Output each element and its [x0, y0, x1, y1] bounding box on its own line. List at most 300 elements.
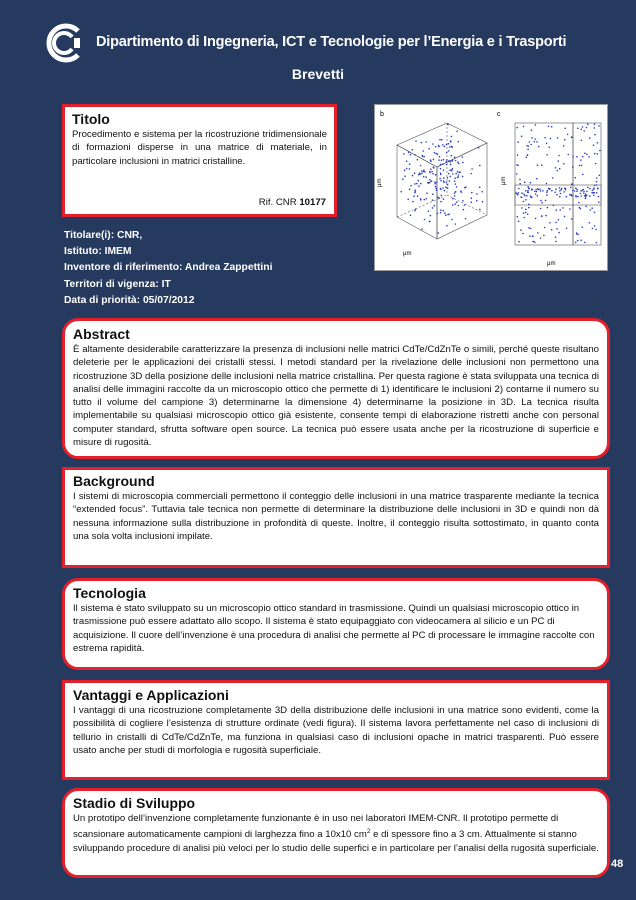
scatter-point [462, 156, 464, 158]
scatter-point [448, 150, 450, 152]
scatter-point [434, 205, 436, 207]
scatter-point [436, 182, 438, 184]
scatter-point [531, 129, 533, 131]
scatter-point [548, 126, 550, 128]
page-number: 48 [611, 858, 624, 870]
scatter-point [544, 137, 546, 139]
scatter-point [417, 195, 419, 197]
scatter-point [426, 198, 428, 200]
scatter-point [445, 186, 447, 188]
scatter-point [594, 127, 596, 129]
scatter-point [535, 124, 537, 126]
scatter-point [456, 201, 458, 203]
scatter-point [442, 163, 444, 165]
scatter-point [527, 154, 529, 156]
scatter-point [444, 212, 446, 214]
scatter-point [576, 189, 578, 191]
scatter-point [594, 134, 596, 136]
scatter-point [521, 207, 523, 209]
panel-c-frame [515, 123, 601, 245]
scatter-point [530, 197, 532, 199]
scatter-point [531, 137, 533, 139]
scatter-point [447, 214, 449, 216]
scatter-point [414, 210, 416, 212]
scatter-point [454, 156, 456, 158]
scatter-point [549, 222, 551, 224]
scatter-point [586, 195, 588, 197]
scatter-point [440, 168, 442, 170]
scatter-point [599, 175, 601, 177]
scatter-point [576, 191, 578, 193]
scatter-point [546, 143, 548, 145]
scatter-point [420, 198, 422, 200]
scatter-point [585, 198, 587, 200]
scatter-point [430, 215, 432, 217]
scatter-point [568, 154, 570, 156]
scatter-point [456, 186, 458, 188]
scatter-point [536, 141, 538, 143]
scatter-point [448, 173, 450, 175]
scatter-point [519, 179, 521, 181]
scatter-point [552, 177, 554, 179]
scatter-point [569, 208, 571, 210]
scatter-point [415, 140, 417, 142]
scatter-point [523, 193, 525, 195]
scatter-point [549, 188, 551, 190]
stadio-text [73, 812, 599, 855]
scatter-point [557, 137, 559, 139]
scatter-point [596, 181, 598, 183]
scatter-point [448, 160, 450, 162]
scatter-point [530, 144, 532, 146]
scatter-point [402, 178, 404, 180]
scatter-point [521, 136, 523, 138]
scatter-point [451, 219, 453, 221]
scatter-point [559, 187, 561, 189]
scatter-point [585, 196, 587, 198]
scatter-point [589, 195, 591, 197]
scatter-point [440, 201, 442, 203]
scatter-point [427, 182, 429, 184]
scatter-point [518, 192, 520, 194]
scatter-point [582, 226, 584, 228]
scatter-point [447, 184, 449, 186]
scatter-point [584, 152, 586, 154]
scatter-point [528, 227, 530, 229]
scatter-point [599, 150, 601, 152]
abstract-heading: Abstract [73, 326, 130, 342]
scatter-point [594, 225, 596, 227]
scatter-point [457, 171, 459, 173]
scatter-point [456, 130, 458, 132]
scatter-point [433, 167, 435, 169]
scatter-point [581, 165, 583, 167]
scatter-point [404, 169, 406, 171]
scatter-point [582, 126, 584, 128]
scatter-point [544, 227, 546, 229]
scatter-point [455, 173, 457, 175]
scatter-point [458, 174, 460, 176]
scatter-point [540, 190, 542, 192]
scatter-point [545, 200, 547, 202]
scatter-point [440, 189, 442, 191]
scatter-point [558, 219, 560, 221]
scatter-point [476, 200, 478, 202]
scatter-point [527, 186, 529, 188]
scatter-point [464, 187, 466, 189]
scatter-point [458, 163, 460, 165]
scatter-point [452, 168, 454, 170]
scatter-point [539, 188, 541, 190]
scatter-point [457, 205, 459, 207]
scatter-point [478, 147, 480, 149]
scatter-point [432, 193, 434, 195]
scatter-point [572, 166, 574, 168]
scatter-point [592, 228, 594, 230]
scatter-point [569, 194, 571, 196]
scatter-point [517, 141, 519, 143]
scatter-point [454, 203, 456, 205]
background-box [62, 467, 610, 568]
scatter-point [446, 225, 448, 227]
scatter-point [522, 233, 524, 235]
scatter-point [576, 232, 578, 234]
scatter-point [546, 194, 548, 196]
scatter-point [572, 156, 574, 158]
scatter-point [452, 160, 454, 162]
scatter-point [537, 164, 539, 166]
scatter-point [420, 183, 422, 185]
scatter-point [462, 162, 464, 164]
scatter-point [546, 183, 548, 185]
scatter-point [541, 215, 543, 217]
tecnologia-box [62, 578, 610, 670]
scatter-point [571, 184, 573, 186]
scatter-point [528, 207, 530, 209]
scatter-point [576, 156, 578, 158]
scatter-point [528, 145, 530, 147]
scatter-point [559, 209, 561, 211]
scatter-point [581, 140, 583, 142]
scatter-point [580, 239, 582, 241]
scatter-point [546, 154, 548, 156]
scatter-point [434, 181, 436, 183]
scatter-point [580, 159, 582, 161]
scatter-point [597, 153, 599, 155]
scatter-point [528, 204, 530, 206]
scatter-point [421, 142, 423, 144]
scatter-point [596, 184, 598, 186]
scatter-point [479, 209, 481, 211]
scatter-point [461, 191, 463, 193]
scatter-figure [375, 105, 607, 270]
scatter-point [444, 190, 446, 192]
rif-label: Rif. CNR [258, 197, 300, 208]
scatter-point [531, 189, 533, 191]
section-title: Brevetti [291, 66, 345, 82]
background-text: I sistemi di microscopia commerciali permettono il conteggio delle inclusioni in una matrice trasparente mediante la tecnica “extended focus”. Tuttavia tale tecnica non permette di determinare la distribuzione delle inclusioni in 3D e quindi non dà nessuna informazione sulla distribuzione in profondità di queste. Inoltre, il conteggio risulta sottostimato, in quanto conta una sola volta inclusioni impilate. [73, 491, 599, 542]
scatter-point [439, 139, 441, 141]
scatter-point [423, 150, 425, 152]
scatter-point [594, 185, 596, 187]
scatter-point [446, 164, 448, 166]
scatter-point [520, 229, 522, 231]
scatter-point [564, 216, 566, 218]
scatter-point [463, 209, 465, 211]
scatter-point [559, 196, 561, 198]
scatter-point [470, 173, 472, 175]
scatter-point [549, 146, 551, 148]
scatter-point [555, 222, 557, 224]
scatter-point [438, 232, 440, 234]
scatter-point [421, 170, 423, 172]
scatter-point [534, 241, 536, 243]
scatter-point [567, 134, 569, 136]
scatter-point [440, 209, 442, 211]
scatter-point [547, 190, 549, 192]
scatter-point [571, 195, 573, 197]
scatter-point [440, 180, 442, 182]
scatter-point [412, 175, 414, 177]
scatter-point [443, 181, 445, 183]
scatter-point [566, 228, 568, 230]
scatter-point [437, 213, 439, 215]
scatter-point [574, 190, 576, 192]
scatter-point [413, 195, 415, 197]
scatter-point [435, 174, 437, 176]
scatter-point [580, 195, 582, 197]
scatter-point [598, 196, 600, 198]
scatter-point [582, 189, 584, 191]
scatter-point [571, 136, 573, 138]
scatter-point [596, 177, 598, 179]
scatter-point [530, 228, 532, 230]
stadio-heading: Stadio di Sviluppo [73, 795, 196, 811]
scatter-point [452, 173, 454, 175]
scatter-point [584, 195, 586, 197]
scatter-point [457, 161, 459, 163]
scatter-point [575, 177, 577, 179]
scatter-point [455, 160, 457, 162]
scatter-point [471, 168, 473, 170]
scatter-point [587, 187, 589, 189]
scatter-point [449, 161, 451, 163]
scatter-point [530, 195, 532, 197]
scatter-point [435, 188, 437, 190]
scatter-point [558, 155, 560, 157]
scatter-point [414, 154, 416, 156]
scatter-point [550, 138, 552, 140]
scatter-point [409, 168, 411, 170]
scatter-point [479, 186, 481, 188]
scatter-point [523, 201, 525, 203]
scatter-point [457, 141, 459, 143]
scatter-point [471, 201, 473, 203]
scatter-point [443, 169, 445, 171]
scatter-point [425, 141, 427, 143]
scatter-point [429, 171, 431, 173]
scatter-point [577, 234, 579, 236]
scatter-point [560, 193, 562, 195]
scatter-point [586, 191, 588, 193]
scatter-point [517, 154, 519, 156]
scatter-point [593, 144, 595, 146]
scatter-point [447, 177, 449, 179]
scatter-point [454, 177, 456, 179]
scatter-point [459, 171, 461, 173]
scatter-point [589, 137, 591, 139]
tecnologia-text: Il sistema è stato sviluppato su un microscopio ottico standard in trasmissione. Quindi un qualsiasi microscopio ottico in trasmissione può essere adattato allo scopo. Il sistema è stato equipaggiato con videocamera al silicio e un PC di acquisizione. Il cuore dell’invenzione è una procedura di analisi che permette al PC di processare le immagine raccolte con estrema rapidità. [73, 603, 595, 654]
scatter-point [447, 187, 449, 189]
scatter-point [424, 199, 426, 201]
titolare-line: Titolare(i): CNR, [64, 230, 143, 241]
scatter-point [462, 176, 464, 178]
scatter-point [412, 149, 414, 151]
scatter-point [465, 218, 467, 220]
scatter-point [418, 174, 420, 176]
rif-number: 10177 [299, 197, 326, 208]
scatter-point [546, 191, 548, 193]
scatter-point [520, 196, 522, 198]
scatter-point [471, 197, 473, 199]
scatter-point [519, 183, 521, 185]
stadio-box [62, 788, 610, 878]
scatter-point [418, 185, 420, 187]
scatter-point [555, 241, 557, 243]
inventore-line: Inventore di riferimento: Andrea Zappettini [64, 262, 273, 274]
scatter-point [423, 156, 425, 158]
scatter-point [441, 139, 443, 141]
scatter-point [592, 190, 594, 192]
scatter-point [580, 193, 582, 195]
scatter-point [455, 183, 457, 185]
scatter-point [420, 165, 422, 167]
cnr-logo [44, 22, 86, 64]
scatter-point [551, 126, 553, 128]
scatter-point [452, 204, 454, 206]
scatter-point [403, 153, 405, 155]
scatter-point [535, 193, 537, 195]
scatter-point [545, 215, 547, 217]
scatter-point [435, 153, 437, 155]
scatter-point [541, 202, 543, 204]
scatter-point [439, 178, 441, 180]
scatter-point [558, 160, 560, 162]
scatter-point [579, 165, 581, 167]
scatter-point [423, 169, 425, 171]
scatter-point [564, 139, 566, 141]
scatter-point [481, 191, 483, 193]
scatter-point [592, 192, 594, 194]
vantaggi-heading: Vantaggi e Applicazioni [73, 687, 229, 703]
scatter-point [542, 190, 544, 192]
scatter-point [575, 187, 577, 189]
scatter-point [454, 180, 456, 182]
scatter-point [410, 154, 412, 156]
scatter-point [462, 200, 464, 202]
scatter-point [430, 181, 432, 183]
scatter-point [575, 196, 577, 198]
scatter-point [422, 155, 424, 157]
scatter-point [556, 194, 558, 196]
scatter-point [454, 195, 456, 197]
scatter-point [448, 143, 450, 145]
scatter-point [438, 197, 440, 199]
panel-c-points [515, 123, 600, 243]
scatter-point [455, 191, 457, 193]
scatter-point [451, 136, 453, 138]
scatter-point [404, 175, 406, 177]
scatter-point [558, 232, 560, 234]
scatter-point [447, 124, 449, 126]
scatter-point [581, 128, 583, 130]
scatter-point [443, 210, 445, 212]
scatter-point [562, 207, 564, 209]
scatter-point [443, 198, 445, 200]
scatter-point [580, 190, 582, 192]
scatter-point [534, 138, 536, 140]
scatter-point [432, 199, 434, 201]
scatter-point [555, 167, 557, 169]
scatter-point [526, 157, 528, 159]
scatter-point [452, 198, 454, 200]
scatter-point [537, 195, 539, 197]
scatter-point [536, 178, 538, 180]
scatter-point [594, 153, 596, 155]
scatter-point [441, 195, 443, 197]
scatter-point [518, 221, 520, 223]
scatter-point [400, 191, 402, 193]
scatter-point [537, 188, 539, 190]
scatter-point [551, 229, 553, 231]
scatter-point [446, 152, 448, 154]
scatter-point [553, 205, 555, 207]
scatter-point [534, 191, 536, 193]
scatter-point [596, 242, 598, 244]
scatter-point [414, 192, 416, 194]
panel-b-label: b [380, 111, 384, 118]
scatter-point [449, 180, 451, 182]
scatter-point [430, 160, 432, 162]
scatter-point [476, 193, 478, 195]
scatter-point [527, 190, 529, 192]
scatter-point [429, 221, 431, 223]
scatter-point [523, 212, 525, 214]
scatter-point [442, 187, 444, 189]
titolo-box [62, 104, 337, 217]
scatter-point [430, 168, 432, 170]
scatter-point [451, 155, 453, 157]
scatter-point [426, 192, 428, 194]
scatter-point [577, 196, 579, 198]
scatter-point [516, 164, 518, 166]
scatter-point [529, 141, 531, 143]
scatter-point [443, 159, 445, 161]
scatter-point [594, 124, 596, 126]
scatter-point [409, 188, 411, 190]
scatter-point [586, 127, 588, 129]
scatter-point [414, 172, 416, 174]
scatter-point [582, 156, 584, 158]
scatter-point [532, 236, 534, 238]
scatter-point [597, 188, 599, 190]
scatter-point [438, 146, 440, 148]
scatter-point [415, 208, 417, 210]
istituto-line: Istituto: IMEM [64, 246, 132, 258]
scatter-point [529, 235, 531, 237]
stadio-superscript: 2 [366, 828, 371, 836]
scatter-point [532, 241, 534, 243]
